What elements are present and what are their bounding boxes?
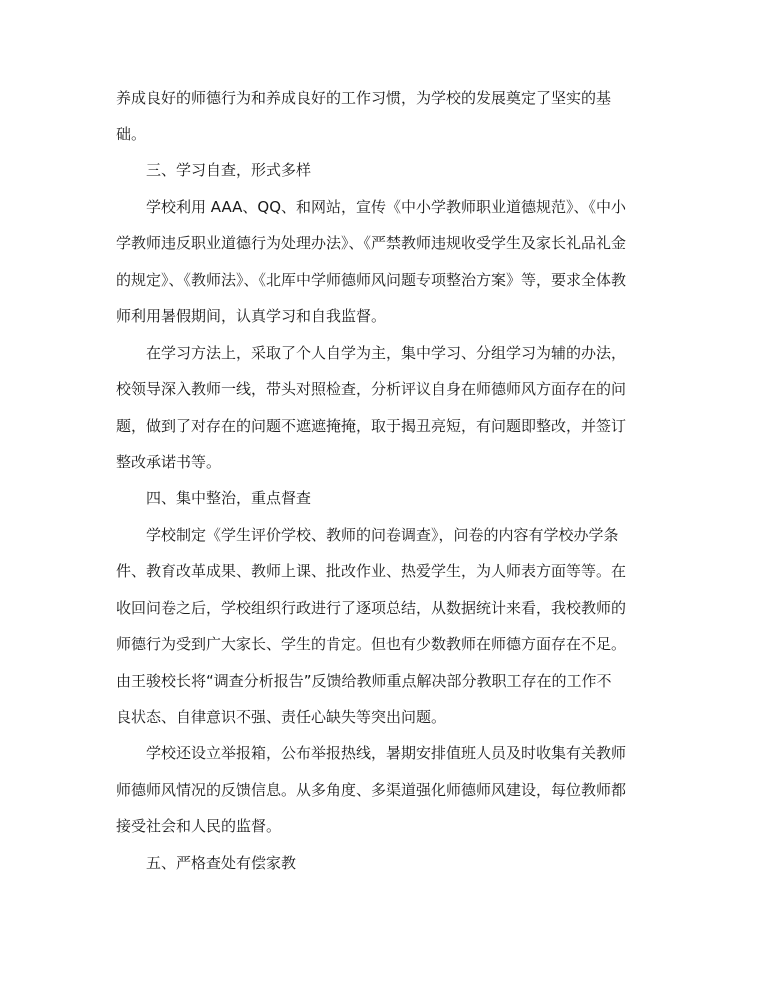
body-text-line: 件、教育改革成果、教师上课、批改作业、热爱学生，为人师表方面等等。在 (116, 562, 627, 580)
section-heading: 四、集中整治，重点督查 (146, 489, 312, 507)
section-heading: 五、严格查处有偿家教 (146, 854, 297, 872)
body-text-line: 础。 (116, 125, 147, 143)
body-text-line: 师德行为受到广大家长、学生的肯定。但也有少数教师在师德方面存在不足。 (116, 635, 627, 653)
body-text-line: 师利用暑假期间，认真学习和自我监督。 (116, 307, 387, 325)
body-text-line: 良状态、自律意识不强、责任心缺失等突出问题。 (116, 708, 447, 726)
body-text-line: 的规定》、《教师法》、《北厍中学师德师风问题专项整治方案》等，要求全体教 (116, 271, 627, 289)
body-text-line: 学校利用 AAA、QQ、和网站，宣传《中小学教师职业道德规范》、《中小 (146, 198, 627, 216)
body-text-line: 整改承诺书等。 (116, 453, 222, 471)
body-text-line: 学校制定《学生评价学校、教师的问卷调查》，问卷的内容有学校办学条 (146, 526, 619, 544)
section-heading: 三、学习自查，形式多样 (146, 161, 312, 179)
body-text-line: 学校还设立举报箱，公布举报热线，暑期安排值班人员及时收集有关教师 (146, 744, 627, 762)
body-text-line: 题，做到了对存在的问题不遮遮掩掩，取于揭丑亮短，有问题即整改，并签订 (116, 417, 627, 435)
body-text-line: 学教师违反职业道德行为处理办法》、《严禁教师违规收受学生及家长礼品礼金 (116, 234, 627, 252)
body-text-line: 收回问卷之后，学校组织行政进行了逐项总结，从数据统计来看，我校教师的 (116, 599, 627, 617)
body-text-line: 由王骏校长将“调查分析报告”反馈给教师重点解决部分教职工存在的工作不 (116, 672, 612, 690)
body-text-line: 接受社会和人民的监督。 (116, 817, 282, 835)
body-text-line: 校领导深入教师一线，带头对照检查，分析评议自身在师德师风方面存在的问 (116, 380, 627, 398)
body-text-line: 养成良好的师德行为和养成良好的工作习惯，为学校的发展奠定了坚实的基 (116, 89, 612, 107)
body-text-line: 在学习方法上，采取了个人自学为主，集中学习、分组学习为辅的办法， (146, 344, 627, 362)
body-text-line: 师德师风情况的反馈信息。从多角度、多渠道强化师德师风建设，每位教师都 (116, 781, 627, 799)
